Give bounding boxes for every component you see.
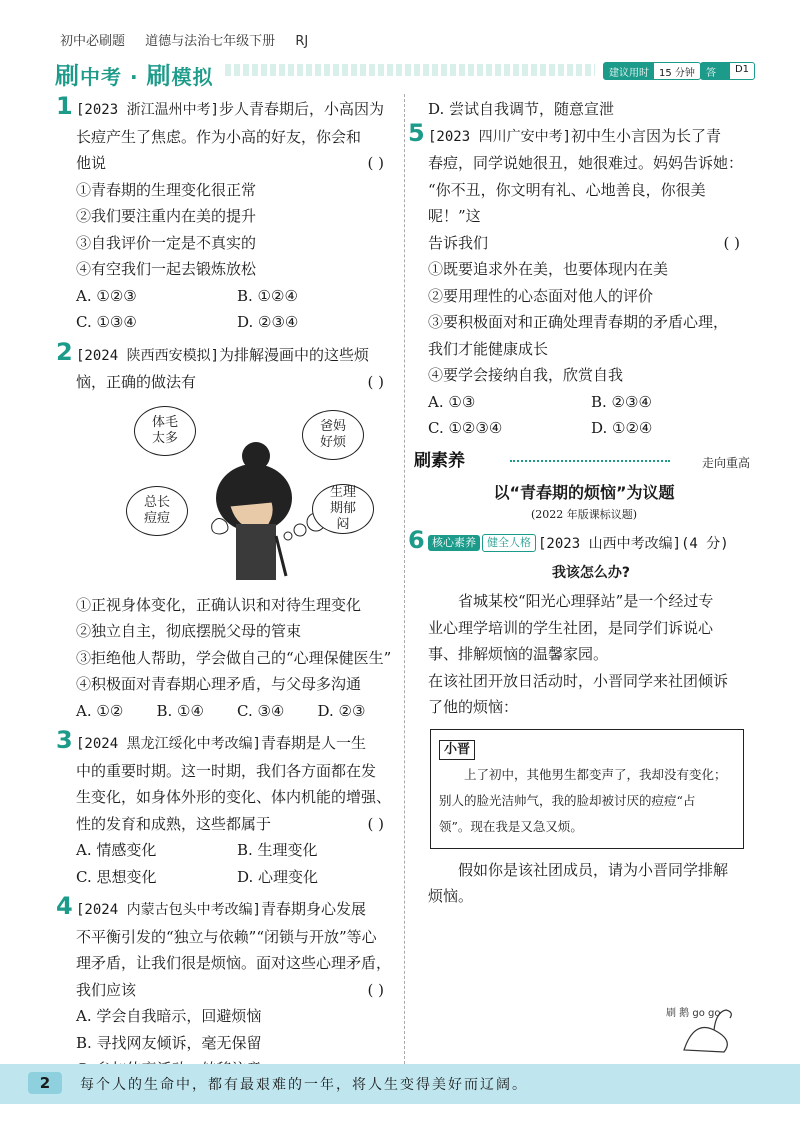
banner-title-char: 刷 [55,62,80,90]
page-number: 2 [28,1072,62,1094]
statement-item: ③自我评价一定是不真实的 [76,233,257,252]
statement-item: 我们才能健康成长 [428,339,549,358]
section-right-label: 走向重高 [701,455,750,470]
left-column [56,92,398,1089]
section-title: 刷素养 [414,450,465,471]
question-text: 生变化，如身体外形的变化、体内机能的增强、 [76,788,392,806]
option-c: C. 思想变化 [76,867,157,886]
statement-item: ④积极面对青春期心理矛盾，与父母多沟通 [76,675,362,693]
option-d: D. ②③④ [237,313,299,331]
answer-box [700,62,755,94]
question-source: [2024 陕西西安模拟] [76,347,220,364]
question-number: 6 [408,526,425,554]
footer-quote: 每个人的生命中，都有最艰难的一年，将人生变得美好而辽阔。 [80,1077,528,1093]
question-3 [56,726,398,890]
option-b: B. 寻找网友倾诉，毫无保留 [76,1033,262,1052]
mascot-text: 刷 鹅 go go [666,1008,721,1019]
answer-blank: ( ) [367,980,384,999]
question-text: 青春期身心发展 [261,900,367,918]
statement-item: ③拒绝他人帮助，学会做自己的“心理保健医生” [76,648,392,667]
question-number: 1 [56,92,73,120]
subject-name: 道德与法治七年级下册 [145,34,276,49]
thought-bubble [312,484,374,534]
paragraph-line: 事、排解烦恼的温馨家园。 [428,645,609,663]
question-source: [2023 浙江温州中考] [76,102,220,118]
bubble-text: 爸妈好烦 [319,418,346,450]
question-text: 春痘，同学说她很丑，她很难过。妈妈告诉她： [428,154,744,172]
statement-item: ②要用理性的心态面对他人的评价 [428,286,654,305]
paragraph-line: 了他的烦恼： [428,698,519,716]
banner-title-part: 中考 · [80,65,147,89]
question-1 [56,92,398,336]
question-text: “你不丑，你文明有礼、心地善良，你很美呢！”这 [428,180,706,225]
statement-item: ④有空我们一起去锻炼放松 [76,260,257,278]
option-a: A. 情感变化 [76,841,157,859]
statement-item: ④要学会接纳自我，欣赏自我 [428,366,624,384]
question-number: 5 [408,118,425,147]
question-2 [56,337,398,725]
question-text: 理矛盾，让我们很是烦恼。面对这些心理矛盾， [76,954,392,972]
question-source: [2023 四川广安中考] [428,128,572,145]
question-number: 3 [56,726,73,754]
thought-bubble [302,410,364,460]
series-name: 初中必刷题 [60,34,126,49]
page-header [60,30,760,49]
answer-blank: ( ) [723,233,740,252]
quote-line: 领”。现在我是又急又烦。 [439,818,583,834]
question-heading: 我该怎么办? [551,564,631,581]
question-text: 初中生小言因为长了青 [571,126,722,145]
statement-item: ②独立自主，彻底摆脱父母的管束 [76,622,302,640]
literacy-section-header [414,448,754,476]
banner-title-part: 模拟 [171,65,214,89]
question-5 [408,118,754,442]
quote-line: 别人的脸光洁帅气，我的脸却被讨厌的痘痘“占 [439,792,696,808]
bubble-text: 体毛太多 [151,414,178,446]
answer-page: D1 [734,64,749,75]
column-divider [404,94,405,1064]
quote-line: 上了初中，其他男生都变声了，我却没有变化； [464,766,727,782]
question-prompt: 假如你是该社团成员，请为小晋同学排解 [458,860,729,879]
core-literacy-tag: 核心素养 [428,535,480,551]
option-b: B. ①②④ [237,286,298,305]
question-6 [408,526,754,910]
question-text: 他说 [76,154,107,172]
page-footer [0,1064,800,1104]
answer-blank: ( ) [367,154,384,172]
option-c: C. ③④ [237,701,285,720]
option-d: D. ①②④ [591,419,653,437]
question-text: 恼，正确的做法有 [76,373,197,391]
time-label: 建议用时 [604,63,654,79]
quote-box-label: 小晋 [439,740,475,760]
option-c: C. ①②③④ [428,419,503,437]
option-a: A. ①② [76,701,124,720]
statement-item: ①青春期的生理变化很正常 [76,180,257,199]
statement-item: ③要积极面对和正确处理青春期的矛盾心理， [428,313,729,331]
paragraph-line: 业心理学培训的学生社团，是同学们诉说心 [428,618,714,637]
question-text: 长痘产生了焦虑。作为小高的好友，你会和 [76,127,362,146]
question-text: 性的发育和成熟，这些都属于 [76,814,272,833]
question-number: 2 [56,337,73,366]
question-text: 告诉我们 [428,233,489,252]
banner-stripe [225,64,595,76]
time-suggestion-box [603,62,701,80]
answer-blank: ( ) [367,814,384,833]
option-d: D. ②③ [317,701,366,720]
question-source: [2023 山西中考改编](4 分) [538,536,729,552]
section-stripe [510,460,670,463]
option-b: B. 生理变化 [237,841,318,859]
statement-item: ①正视身体变化，正确认识和对待生理变化 [76,595,362,614]
question-text: 不平衡引发的“独立与依赖”“闭锁与开放”等心 [76,927,377,946]
edition-code: RJ [295,34,309,49]
answer-label: 答案 [701,63,730,79]
question-text: 青春期是人一生 [261,734,367,752]
topic-title: 以“青春期的烦恼”为议题 [493,482,675,502]
bubble-text: 生理期郁闷 [329,484,356,532]
banner-title [55,56,214,91]
option-a: A. 学会自我暗示，回避烦恼 [76,1007,262,1025]
option-b: B. ②③④ [591,392,652,411]
question-text: 中的重要时期。这一时期，我们各方面都在发 [76,761,377,780]
option-b: B. ①④ [156,701,204,720]
question-4 [56,892,398,1083]
question-source: [2024 黑龙江绥化中考改编] [76,736,262,752]
cartoon-illustration [126,406,386,586]
option-a: A. ①②③ [76,286,137,305]
goose-mascot-icon [664,1000,744,1060]
paragraph-line: 在该社团开放日活动时，小晋同学来社团倾诉 [428,671,729,690]
thought-bubble [134,406,196,456]
option-d: D. 尝试自我调节，随意宣泄 [428,100,615,118]
bubble-text: 总长痘痘 [143,494,170,526]
statement-item: ①既要追求外在美，也要体现内在美 [428,260,669,278]
question-prompt: 烦恼。 [428,887,474,905]
question-source: [2024 内蒙古包头中考改编] [76,902,262,918]
option-c: C. ①③④ [76,313,137,331]
banner-title-char: 刷 [146,62,172,90]
thought-bubble [126,486,188,536]
statement-item: ②我们要注重内在美的提升 [76,207,257,225]
quote-box [430,729,744,849]
time-value: 15 分钟 [659,68,695,79]
paragraph-line: 省城某校“阳光心理驿站”是一个经过专 [458,592,714,610]
section-banner [55,56,755,94]
answer-blank: ( ) [367,373,384,391]
question-number: 4 [56,892,73,920]
option-a: A. ①③ [428,392,476,411]
option-d: D. 心理变化 [237,867,319,886]
topic-subtitle: (2022 年版课标议题) [530,508,638,521]
question-text: 为排解漫画中的这些烦 [219,345,370,364]
right-column [408,96,754,916]
question-text: 我们应该 [76,980,137,999]
question-text: 步人青春期后，小高因为 [219,100,385,118]
personality-tag: 健全人格 [482,534,536,552]
